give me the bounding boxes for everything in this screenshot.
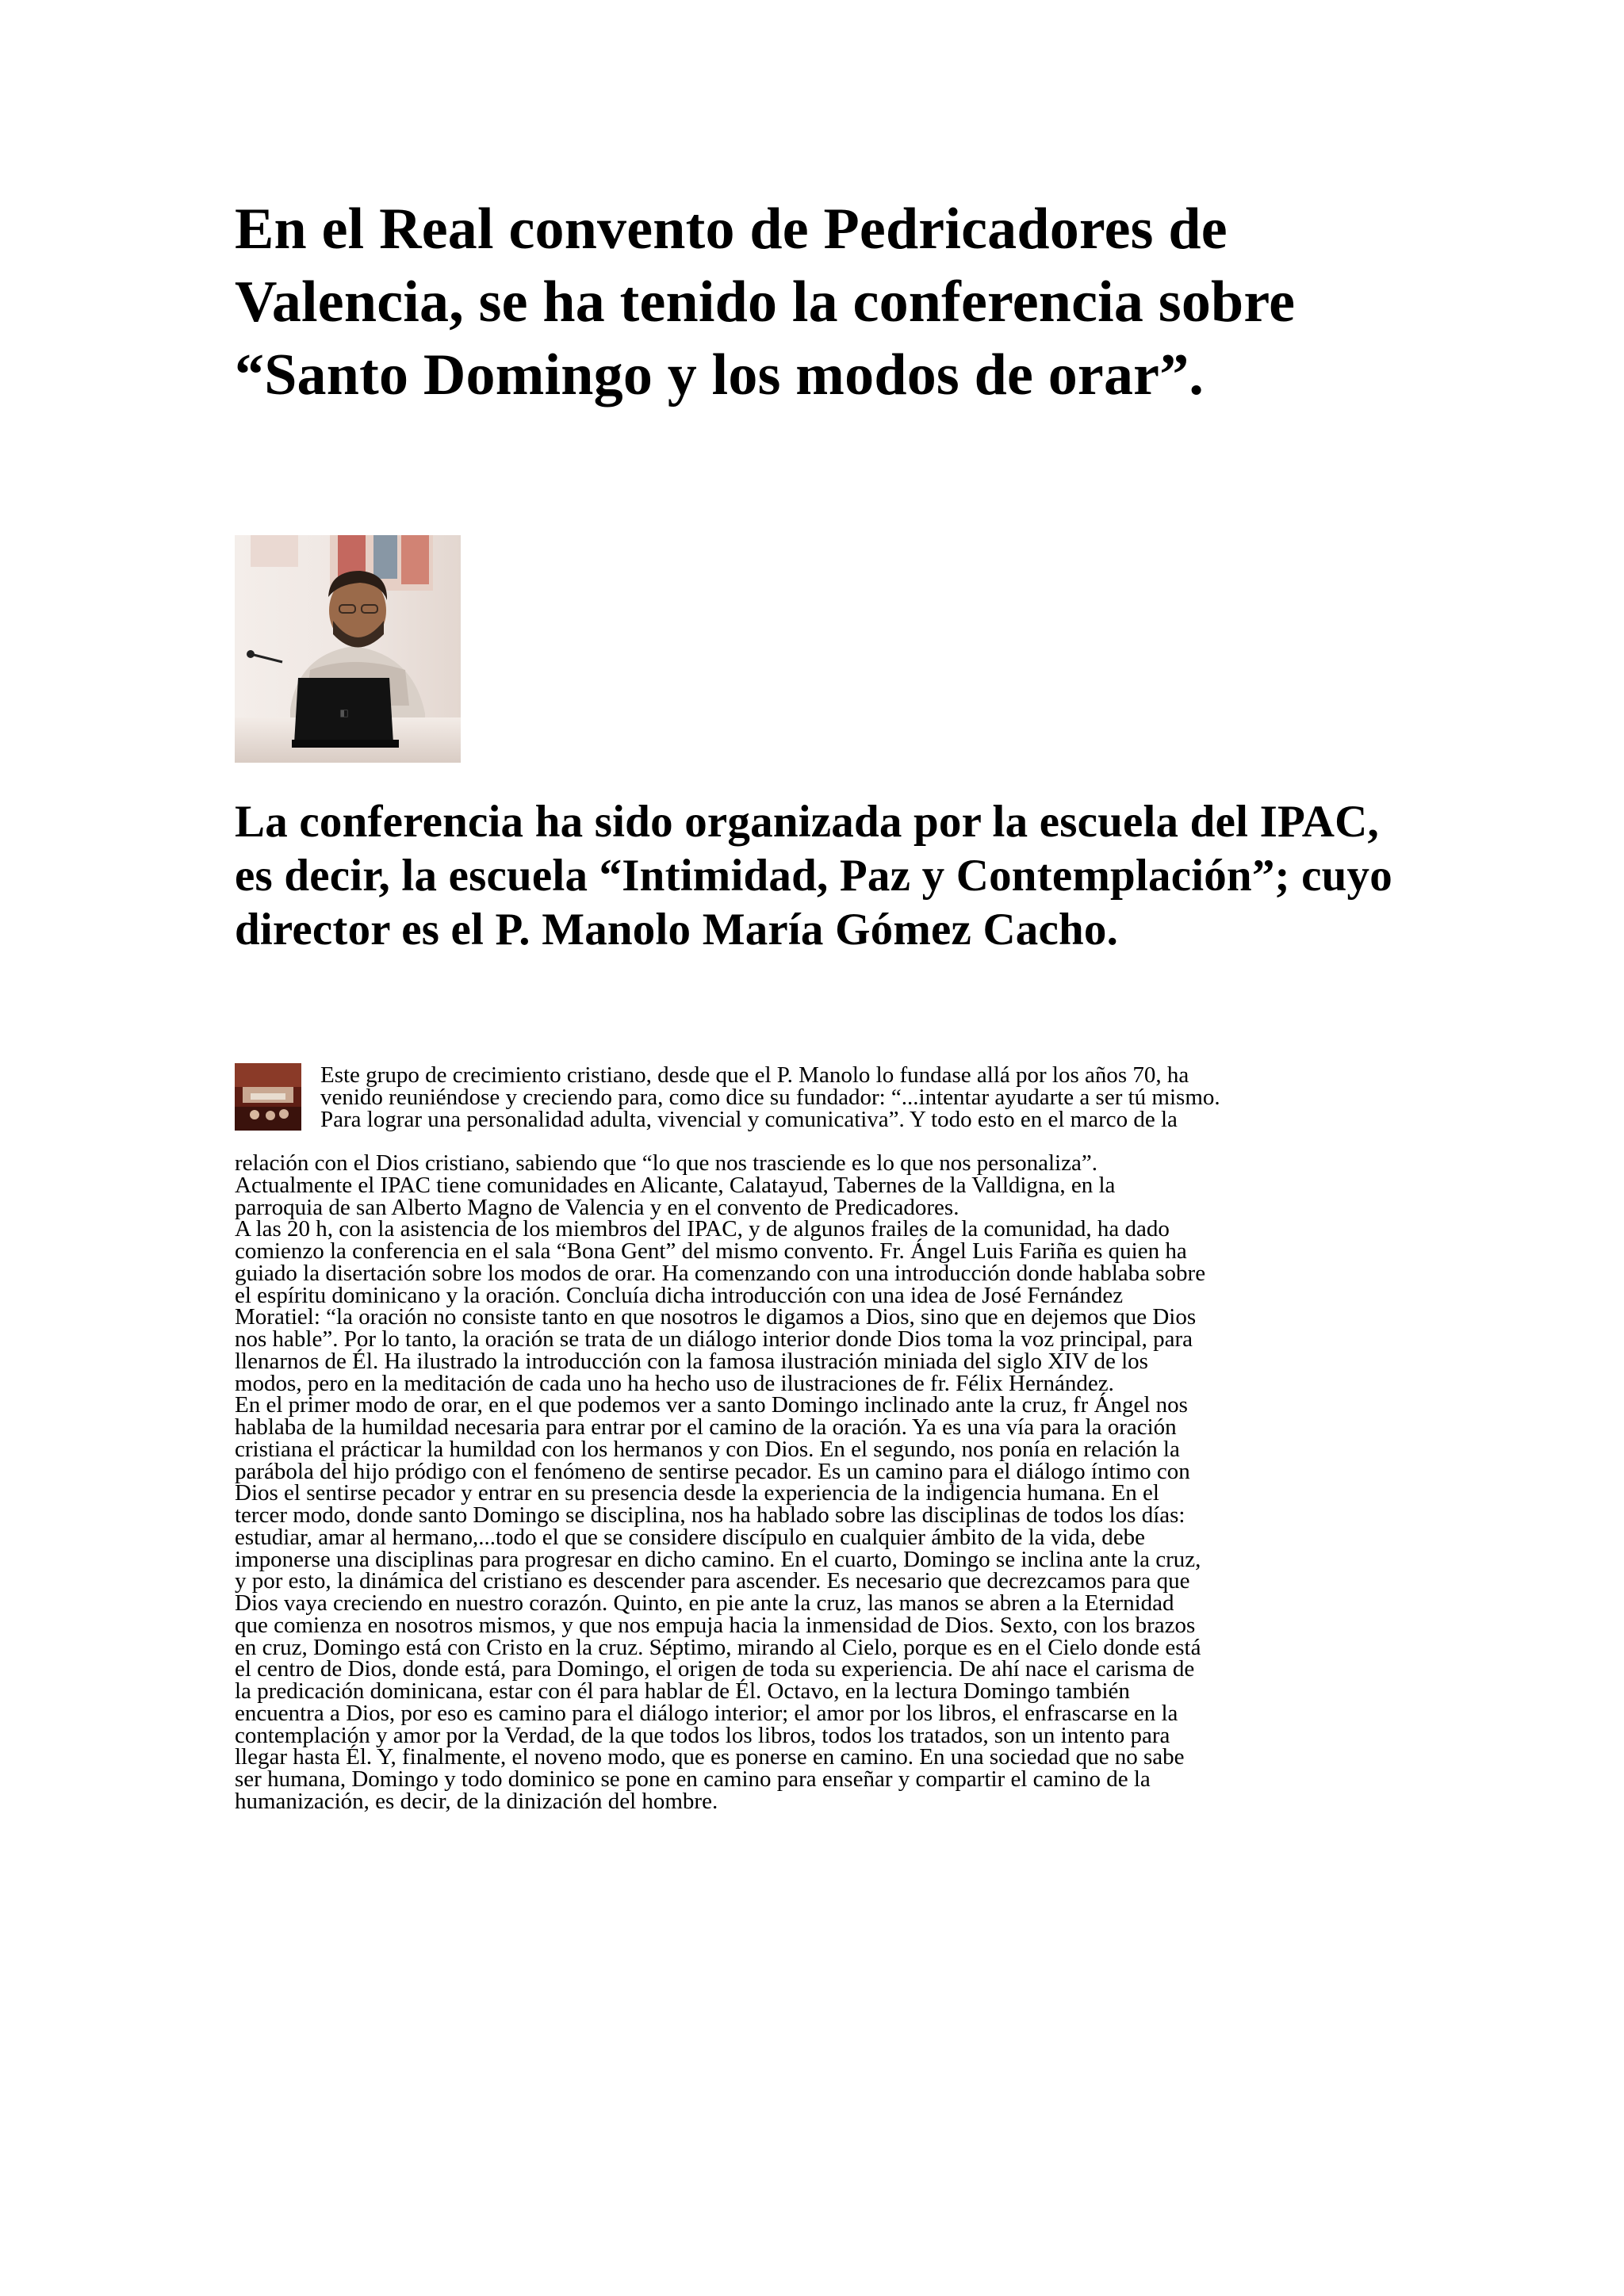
article-headline: En el Real convento de Pedricadores de Valencia, se ha tenido la conferencia sobre “Santo Domingo y los modos de orar”. [235, 197, 1296, 408]
text-line: A las 20 h, con la asistencia de los miembros del IPAC, y de algunos frailes de la comunidad, ha dado [235, 1216, 1170, 1242]
speaker-photo [235, 535, 461, 763]
text-line: relación con el Dios cristiano, sabiendo que “lo que nos trasciende es lo que nos personaliza”. [235, 1150, 1097, 1176]
text-line: Dios vaya creciendo en nuestro corazón. Quinto, en pie ante la cruz, las manos se abren a la Eternidad [235, 1590, 1174, 1616]
text-line: llegar hasta Él. Y, finalmente, el noveno modo, que es ponerse en camino. En una sociedad que no sabe [235, 1744, 1185, 1770]
text-line: estudiar, amar al hermano,...todo el que se considere discípulo en cualquier ámbito de la vida, debe [235, 1524, 1145, 1550]
text-line: guiado la disertación sobre los modos de orar. Ha comenzando con una introducción donde hablaba sobre [235, 1260, 1206, 1286]
text-line: la predicación dominicana, estar con él para hablar de Él. Octavo, en la lectura Domingo también [235, 1678, 1130, 1704]
text-line: que comienza en nosotros mismos, y que nos empuja hacia la inmensidad de Dios. Sexto, con los brazos [235, 1612, 1196, 1638]
text-line: comienzo la conferencia en el sala “Bona Gent” del mismo convento. Fr. Ángel Luis Fariña es quien ha [235, 1238, 1187, 1264]
text-line: parroquia de san Alberto Magno de Valencia y en el convento de Predicadores. [235, 1194, 959, 1220]
intro-paragraph [320, 1064, 1470, 1131]
text-line: modos, pero en la meditación de cada uno ha hecho uso de ilustraciones de fr. Félix Hernández. [235, 1370, 1114, 1396]
text-line: Moratiel: “la oración no consiste tanto en que nosotros le digamos a Dios, sino que en dejemos que Dios [235, 1304, 1197, 1330]
text-line: En el primer modo de orar, en el que podemos ver a santo Domingo inclinado ante la cruz, fr Ángel nos [235, 1392, 1188, 1418]
text-line: imponerse una disciplinas para progresar en dicho camino. En el cuarto, Domingo se inclina ante la cruz, [235, 1546, 1201, 1572]
text-line: encuentra a Dios, por eso es camino para el diálogo interior; el amor por los libros, el enfrascarse en la [235, 1700, 1178, 1726]
text-line: en cruz, Domingo está con Cristo en la cruz. Séptimo, mirando al Cielo, porque es en el Cielo donde está [235, 1634, 1201, 1660]
thumbnail-photo-image [235, 1063, 301, 1131]
text-line: Dios el sentirse pecador y entrar en su presencia desde la experiencia de la indigencia humana. En el [235, 1480, 1159, 1506]
text-line: Actualmente el IPAC tiene comunidades en Alicante, Calatayud, Tabernes de la Valldigna, en la [235, 1172, 1116, 1198]
article-body [235, 1150, 1472, 1814]
text-line: hablaba de la humildad necesaria para entrar por el camino de la oración. Ya es una vía para la oración [235, 1414, 1177, 1440]
text-line: y por esto, la dinámica del cristiano es descender para ascender. Es necesario que decrezcamos para que [235, 1568, 1190, 1594]
text-line: contemplación y amor por la Verdad, de la que todos los libros, todos los tratados, son un intento para [235, 1722, 1170, 1748]
svg-text:◧: ◧ [339, 707, 349, 718]
text-line: parábola del hijo pródigo con el fenómeno de sentirse pecador. Es un camino para el diálogo íntimo con [235, 1458, 1190, 1484]
text-line: llenarnos de Él. Ha ilustrado la introducción con la famosa ilustración miniada del siglo XIV de los [235, 1348, 1148, 1374]
speaker-photo-image [235, 535, 461, 763]
text-line: el centro de Dios, donde está, para Domingo, el origen de toda su experiencia. De ahí nace el carisma de [235, 1656, 1195, 1682]
text-line: cristiana el prácticar la humildad con los hermanos y con Dios. En el segundo, nos ponía en relación la [235, 1436, 1180, 1462]
thumbnail-photo [235, 1063, 301, 1131]
text-line: el espíritu dominicano y la oración. Concluía dicha introducción con una idea de José Fernández [235, 1282, 1124, 1308]
article-subheadline: La conferencia ha sido organizada por la escuela del IPAC, es decir, la escuela “Intimidad, Paz y Contemplación”; cuyo director es el P. Manolo María Gómez Cacho. [235, 797, 1392, 955]
text-line: nos hable”. Por lo tanto, la oración se trata de un diálogo interior donde Dios toma la voz principal, para [235, 1326, 1193, 1352]
text-line: humanización, es decir, de la dinización del hombre. [235, 1788, 718, 1814]
text-line: Para lograr una personalidad adulta, vivencial y comunicativa”. Y todo esto en el marco de la [320, 1107, 1178, 1132]
text-line: tercer modo, donde santo Domingo se disciplina, nos ha hablado sobre las disciplinas de todos los días: [235, 1502, 1185, 1528]
text-line: venido reuniéndose y creciendo para, como dice su fundador: “...intentar ayudarte a ser tú mismo. [320, 1085, 1220, 1110]
text-line: Este grupo de crecimiento cristiano, desde que el P. Manolo lo fundase allá por los años 70, ha [320, 1062, 1189, 1088]
text-line: ser humana, Domingo y todo dominico se pone en camino para enseñar y compartir el camino de la [235, 1766, 1151, 1792]
